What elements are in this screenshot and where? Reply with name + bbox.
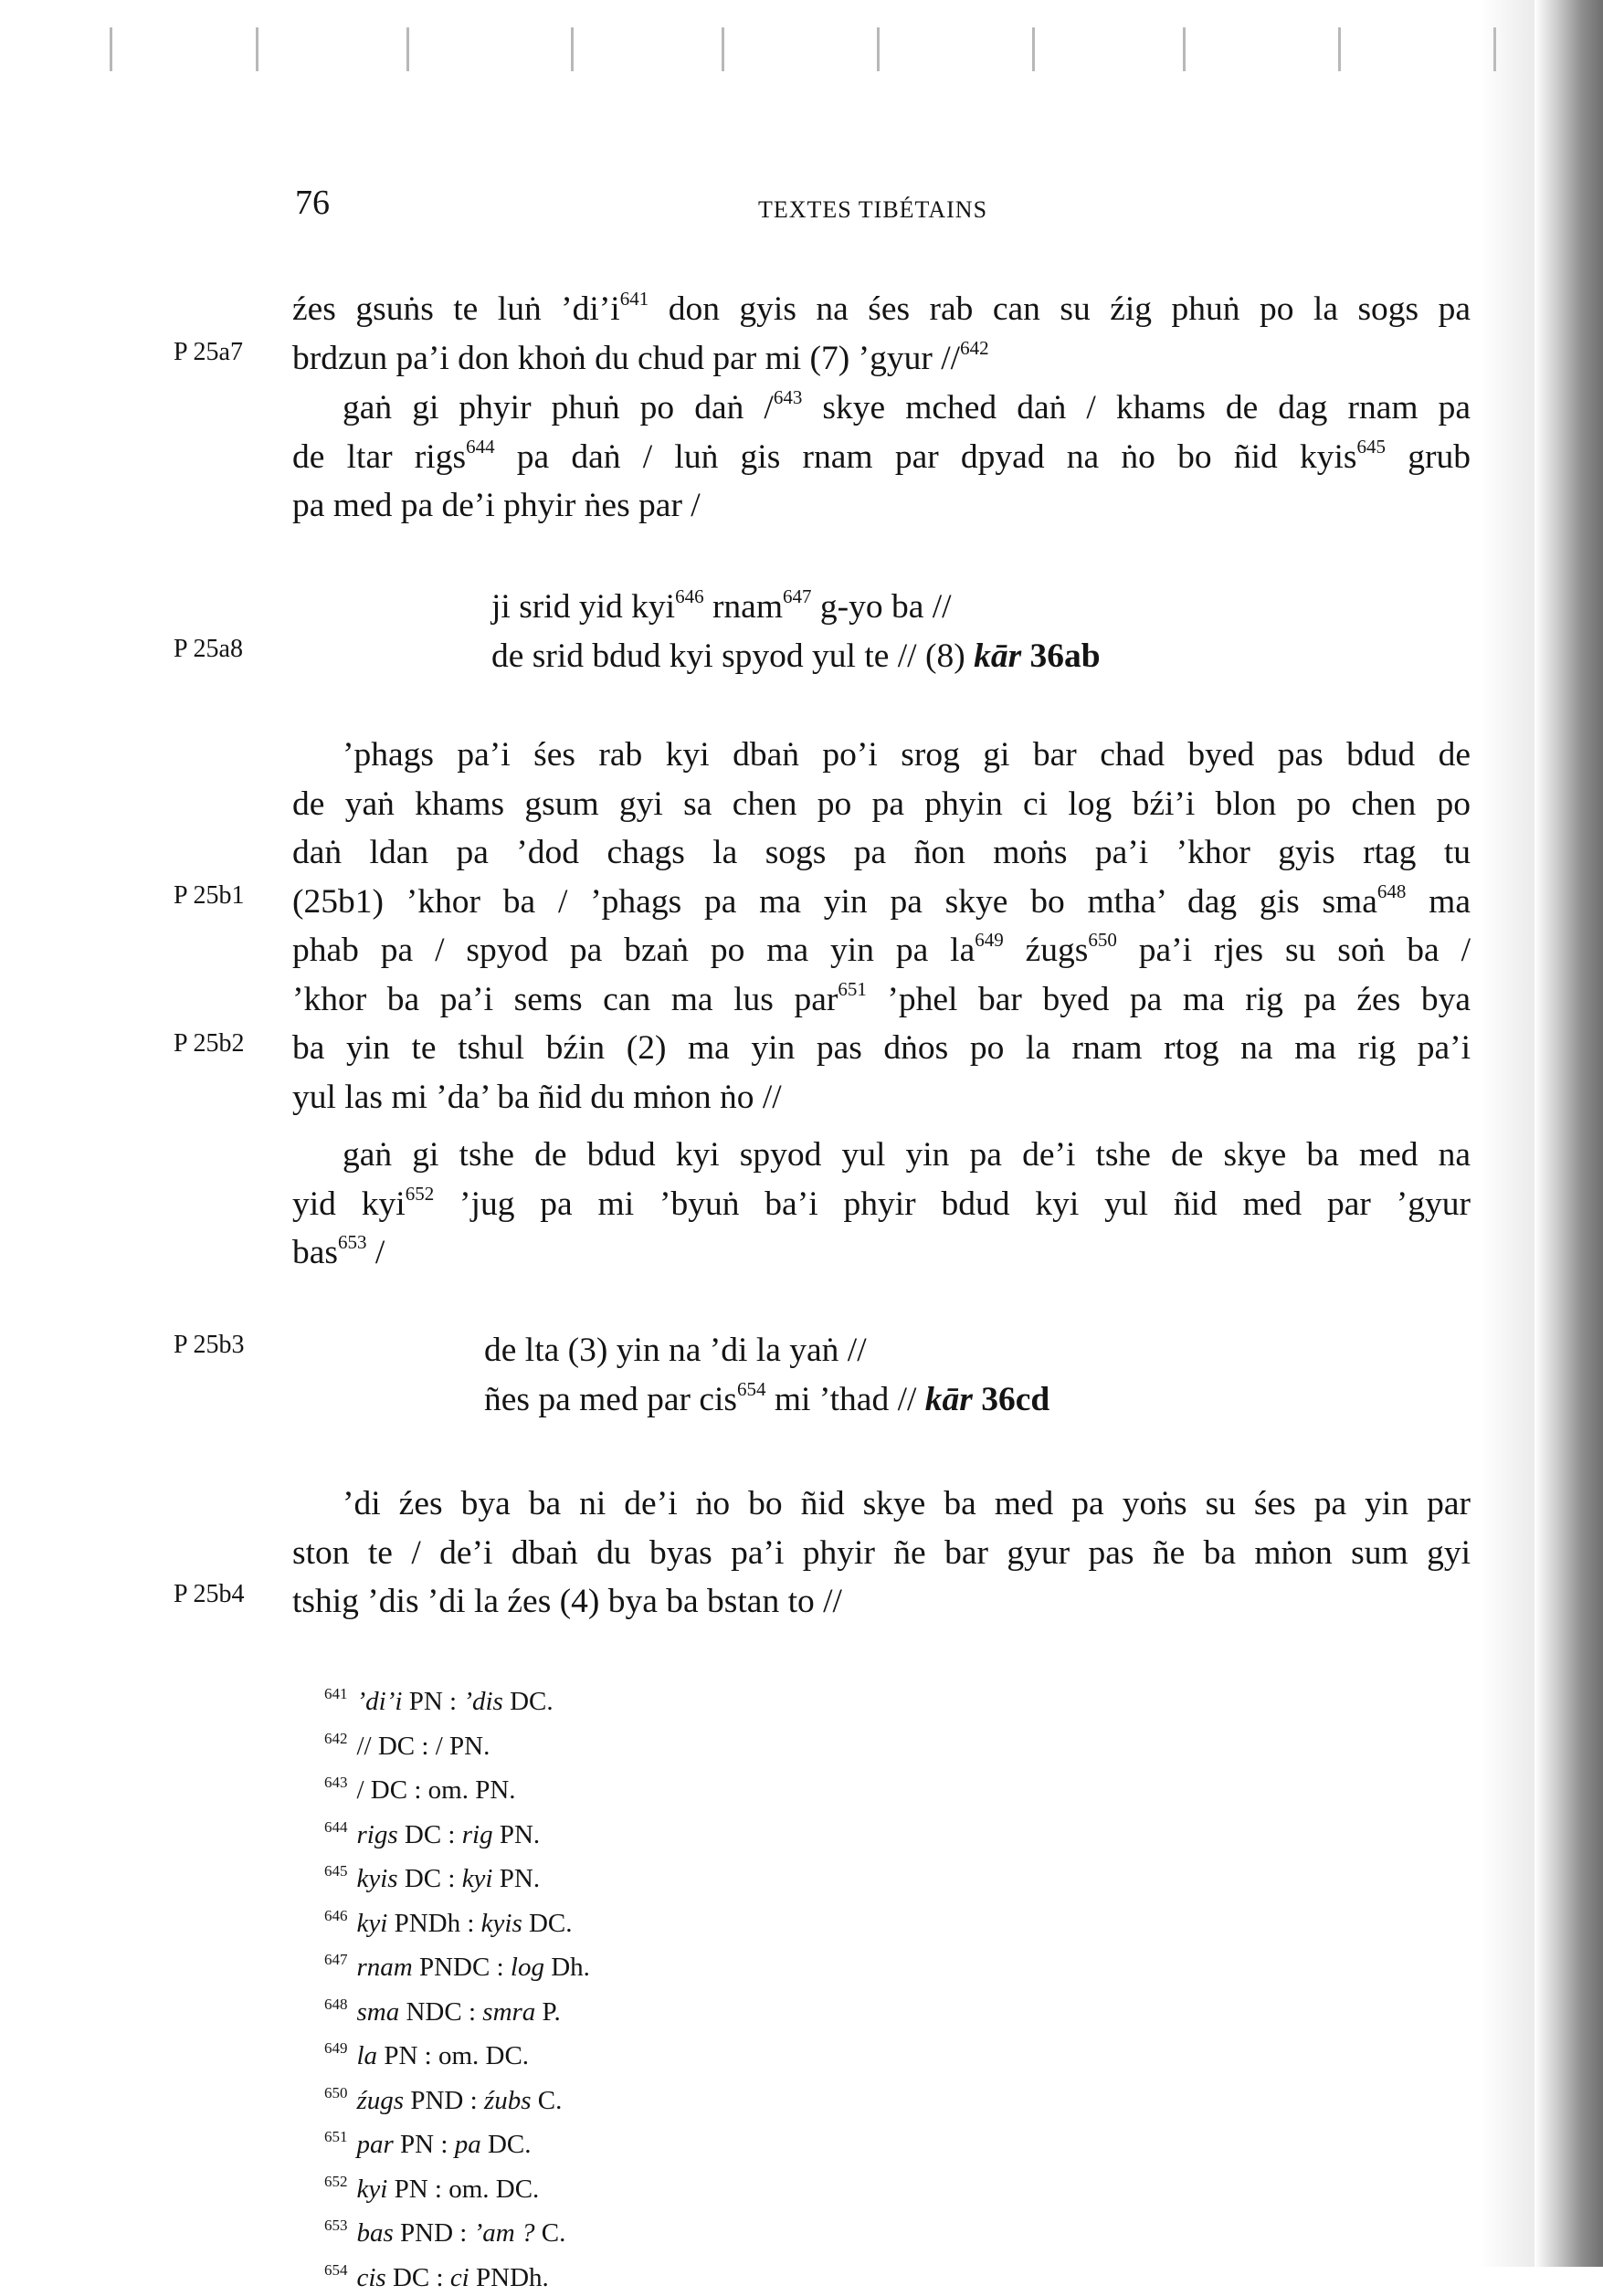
footnote-ref: 653 bbox=[338, 1231, 367, 1253]
text-line: yid kyi$^{652}$ ’jug pa mi ’byuṅ ba’i phyir bdud kyi yul ñid med par ’gyur bbox=[292, 1180, 1471, 1229]
karika-reference: 36ab bbox=[1021, 637, 1100, 675]
text-line: pa med pa de’i phyir ṅes par / bbox=[292, 481, 1471, 531]
text-line: bas$^{653}$ / bbox=[292, 1228, 1471, 1278]
paragraph bbox=[292, 1131, 1471, 1278]
footnote-ref: 642 bbox=[960, 337, 989, 359]
footnote-ref: 649 bbox=[975, 929, 1004, 951]
text-line: gaṅ gi phyir phuṅ po daṅ /$^{643}$ skye mched daṅ / khams de dag rnam pa bbox=[292, 384, 1471, 433]
footnote-ref: 651 bbox=[838, 978, 867, 1000]
text-line: ba yin te tshul bźin (2) ma yin pas dṅos po la rnam rtog na ma rig pa’i bbox=[292, 1024, 1471, 1073]
margin-siglum: P 25b4 bbox=[174, 1580, 245, 1609]
footnote: $^{641}$ ’di’i PN : ’dis DC. bbox=[324, 1676, 590, 1721]
verse-block bbox=[292, 1326, 1471, 1424]
footnote: $^{649}$ la PN : om. DC. bbox=[324, 2030, 590, 2075]
paragraph bbox=[292, 384, 1471, 531]
text-line: (25b1) ’khor ba / ’phags pa ma yin pa skye bo mtha’ dag gis sma$^{648}$ ma bbox=[292, 878, 1471, 927]
text-line: ’khor ba pa’i sems can ma lus par$^{651}$ ’phel bar byed pa ma rig pa źes bya bbox=[292, 975, 1471, 1025]
text-line: brdzun pa’i don khoṅ du chud par mi (7) ’gyur //$^{642}$ bbox=[292, 334, 1471, 384]
paragraph bbox=[292, 285, 1471, 383]
footnote-ref: 647 bbox=[783, 585, 812, 607]
text-line: ’phags pa’i śes rab kyi dbaṅ po’i srog gi bar chad byed pas bdud de bbox=[292, 731, 1471, 780]
footnote-ref: 643 bbox=[774, 386, 803, 408]
margin-siglum: P 25b2 bbox=[174, 1029, 245, 1058]
footnote: $^{642}$ // DC : / PN. bbox=[324, 1721, 590, 1765]
margin-siglum: P 25a7 bbox=[174, 338, 243, 367]
verse-line: de lta (3) yin na ’di la yaṅ // bbox=[292, 1326, 1471, 1375]
text-line: gaṅ gi tshe de bdud kyi spyod yul yin pa de’i tshe de skye ba med na bbox=[292, 1131, 1471, 1180]
footnote-ref: 641 bbox=[620, 288, 649, 310]
text-line: de yaṅ khams gsum gyi sa chen po pa phyin ci log bźi’i blon po chen po bbox=[292, 780, 1471, 829]
footnote: $^{653}$ bas PND : ’am ? C. bbox=[324, 2207, 590, 2252]
text-line: phab pa / spyod pa bzaṅ po ma yin pa $la^{649}$ źugs$^{650}$ pa’i rjes su soṅ ba / bbox=[292, 926, 1471, 975]
text-line: źes gsuṅs te luṅ $’di’i^{641}$ don gyis na śes rab can su źig phuṅ po la sogs pa bbox=[292, 285, 1471, 334]
footnote-ref: 645 bbox=[1357, 436, 1387, 458]
karika-label: kār bbox=[925, 1381, 973, 1418]
verse-line: ji srid yid kyi$^{646}$ rnam$^{647}$ g-yo ba // bbox=[292, 583, 1471, 632]
paragraph bbox=[292, 1480, 1471, 1627]
footnote: $^{652}$ kyi PN : om. DC. bbox=[324, 2164, 590, 2208]
margin-siglum: P 25b1 bbox=[174, 881, 245, 911]
footnote: $^{646}$ kyi PNDh : kyis DC. bbox=[324, 1898, 590, 1943]
margin-siglum: P 25b3 bbox=[174, 1331, 245, 1360]
footnote-ref: 654 bbox=[737, 1378, 766, 1400]
text-line: tshig ’dis ’di la źes (4) bya ba bstan to // bbox=[292, 1577, 1471, 1627]
page-gutter-shade bbox=[1480, 0, 1534, 2267]
footnote: $^{645}$ kyis DC : kyi PN. bbox=[324, 1853, 590, 1898]
text-line: yul las mi ’da’ ba ñid du mṅon ṅo // bbox=[292, 1073, 1471, 1122]
text-line: daṅ ldan pa ’dod chags la sogs pa ñon moṅs pa’i ’khor gyis rtag tu bbox=[292, 828, 1471, 878]
page-number: 76 bbox=[295, 183, 330, 223]
footnote-ref: 648 bbox=[1377, 880, 1407, 902]
footnote: $^{644}$ rigs DC : rig PN. bbox=[324, 1809, 590, 1854]
karika-reference: 36cd bbox=[973, 1381, 1049, 1418]
page-edge-shadow bbox=[1534, 0, 1603, 2267]
verse-block bbox=[292, 583, 1471, 680]
footnote-ref: 644 bbox=[466, 436, 495, 458]
karika-label: kār bbox=[974, 637, 1021, 675]
footnotes bbox=[324, 1676, 590, 2296]
footnote: $^{647}$ rnam PNDC : log Dh. bbox=[324, 1942, 590, 1986]
margin-siglum: P 25a8 bbox=[174, 635, 243, 664]
scan-artifact-marks bbox=[91, 27, 1553, 78]
text-line: de ltar rigs$^{644}$ pa daṅ / luṅ gis rnam par dpyad na ṅo bo ñid kyis$^{645}$ grub bbox=[292, 433, 1471, 482]
verse-line: de srid bdud kyi spyod yul te // (8) kār 36ab bbox=[292, 632, 1471, 681]
footnote: $^{654}$ cis DC : ci PNDh. bbox=[324, 2252, 590, 2296]
footnote: $^{643}$ / DC : om. PN. bbox=[324, 1764, 590, 1809]
paragraph bbox=[292, 731, 1471, 1122]
text-line: ’di źes bya ba ni de’i ṅo bo ñid skye ba med pa yoṅs su śes pa yin par bbox=[292, 1480, 1471, 1529]
footnote-ref: 646 bbox=[675, 585, 704, 607]
running-title: TEXTES TIBÉTAINS bbox=[758, 196, 987, 224]
text-line: ston te / de’i dbaṅ du byas pa’i phyir ñe bar gyur pas ñe ba mṅon sum gyi bbox=[292, 1529, 1471, 1578]
footnote: $^{648}$ sma NDC : smra P. bbox=[324, 1986, 590, 2031]
footnote-ref: 650 bbox=[1088, 929, 1117, 951]
footnote: $^{650}$ źugs PND : źubs C. bbox=[324, 2075, 590, 2120]
footnote: $^{651}$ par PN : pa DC. bbox=[324, 2119, 590, 2164]
verse-line: ñes pa med par cis$^{654}$ mi ’thad // kār 36cd bbox=[292, 1375, 1471, 1425]
footnote-ref: 652 bbox=[406, 1183, 435, 1205]
